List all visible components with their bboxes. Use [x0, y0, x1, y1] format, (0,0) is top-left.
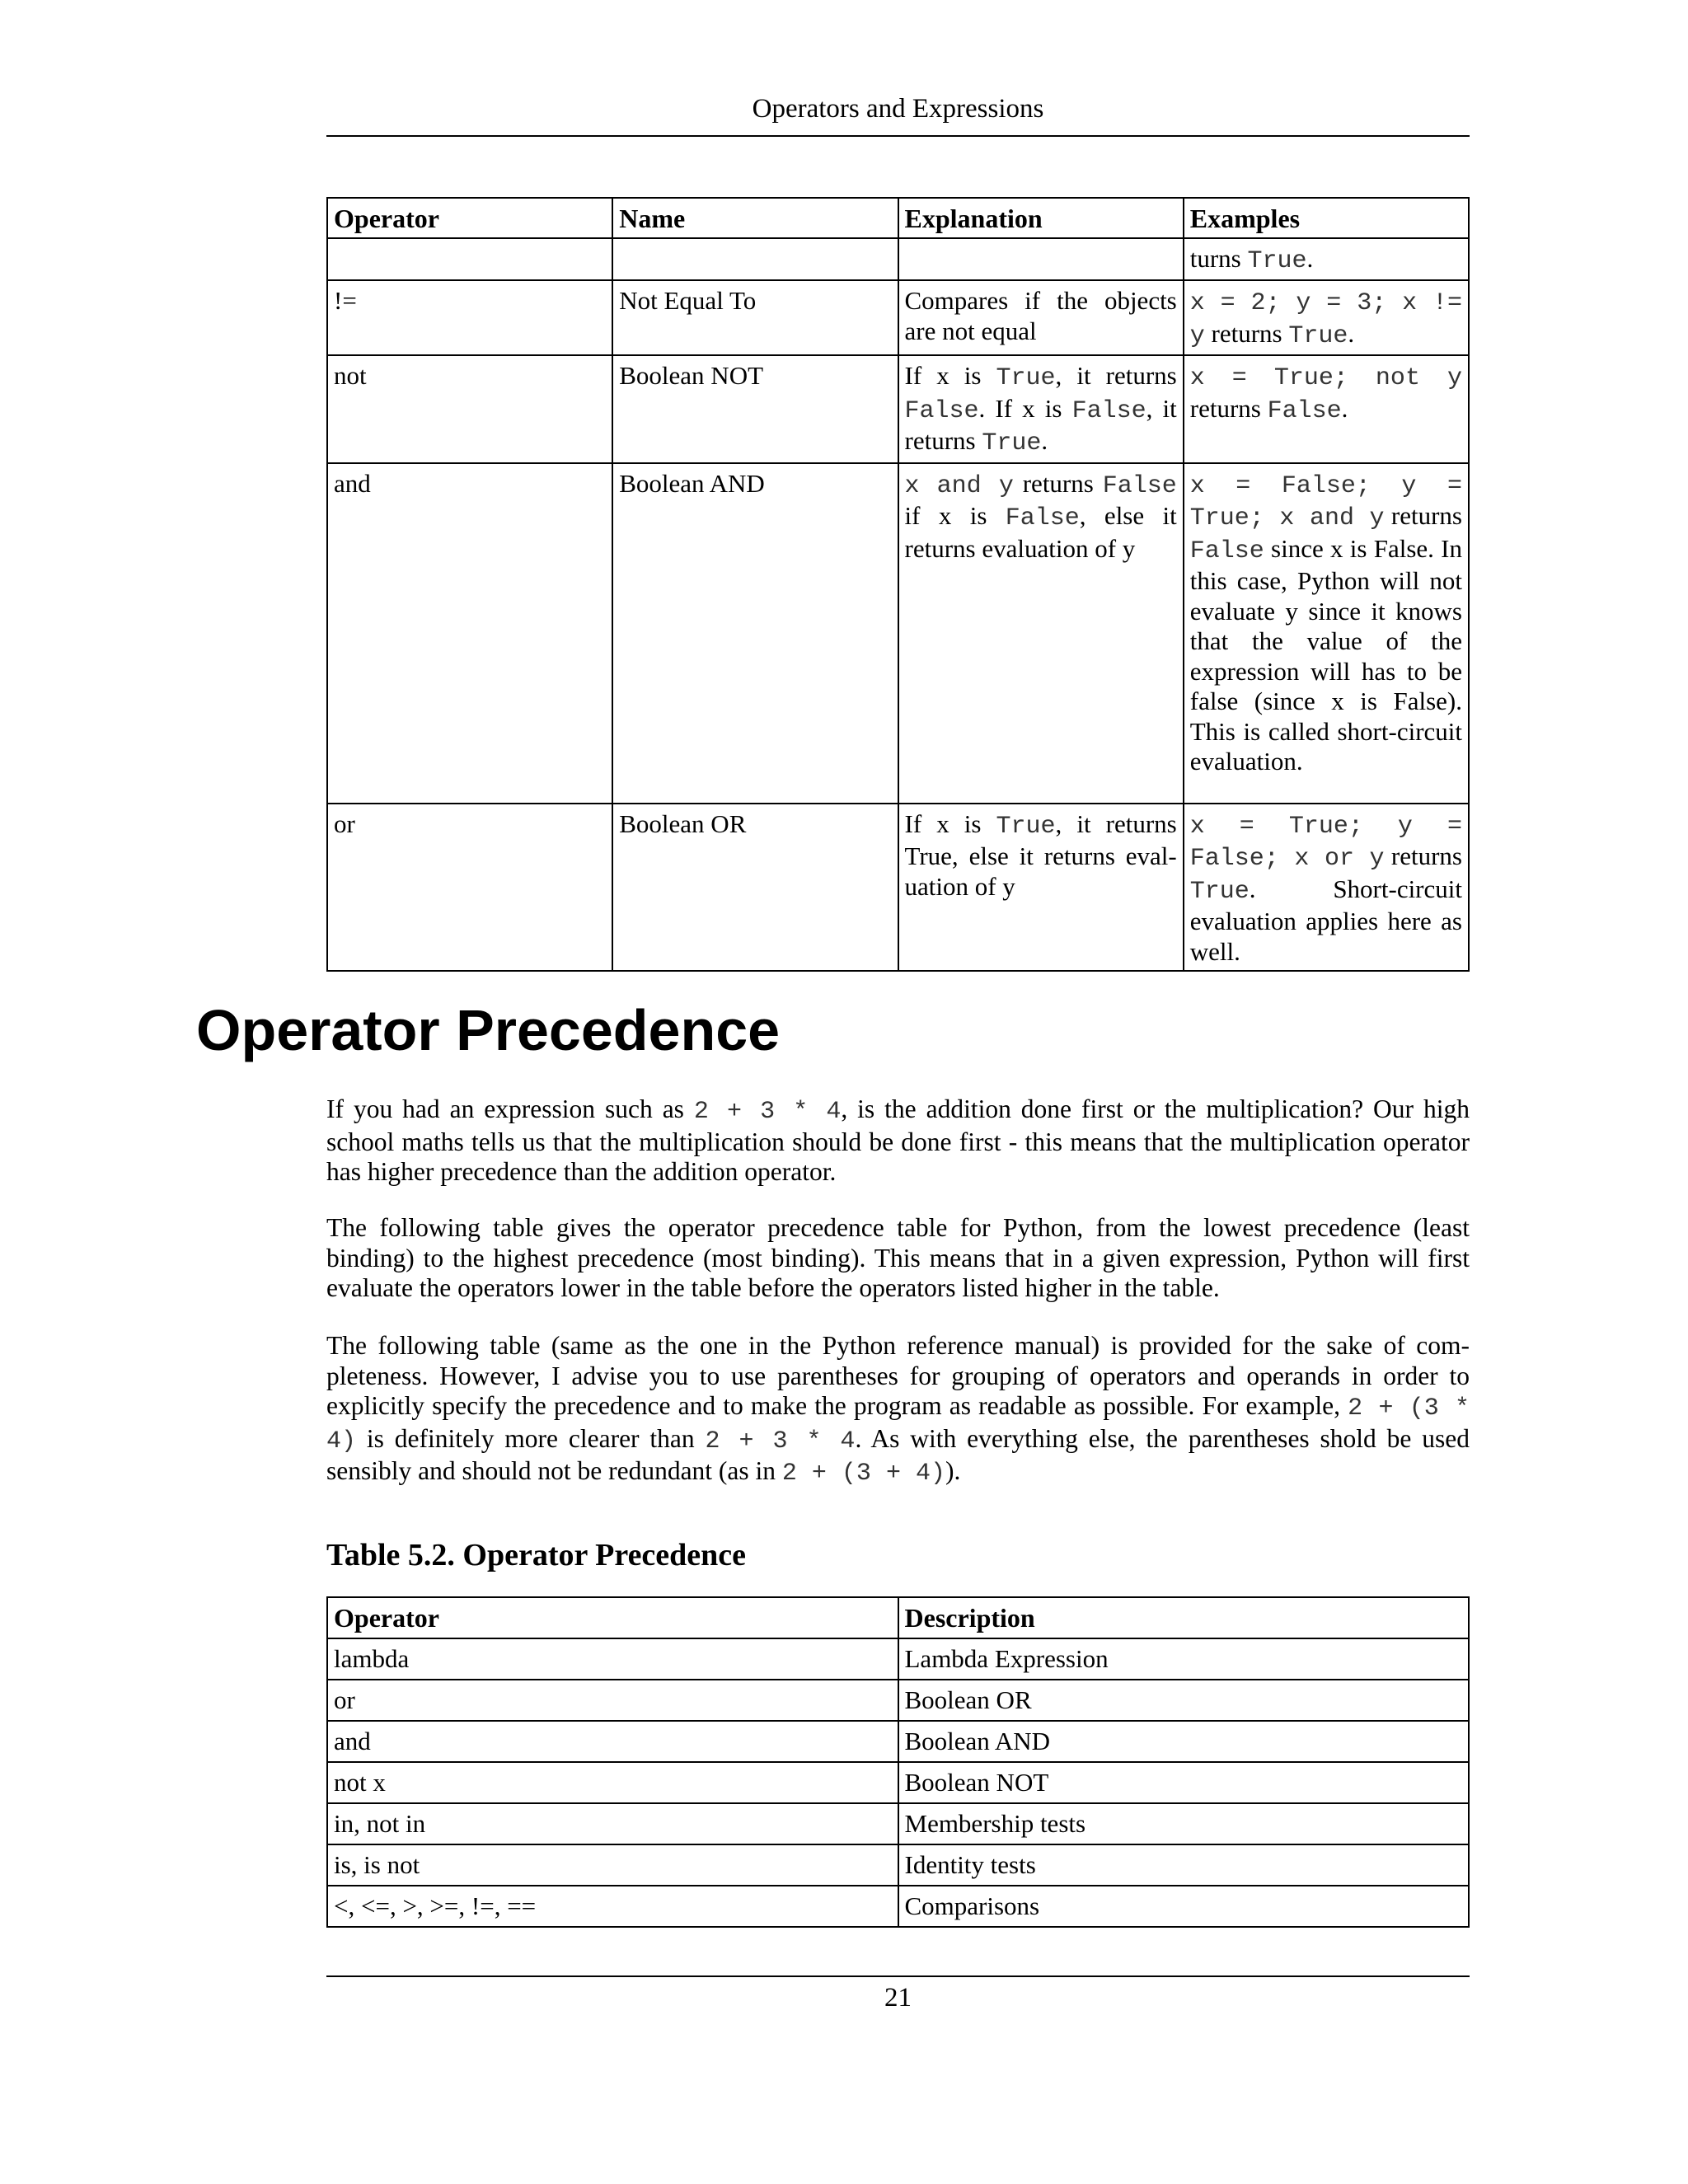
table-cell-name: Boolean OR	[612, 804, 898, 972]
explanation-text: , else it returns evaluation of y	[904, 501, 1177, 563]
table-row	[327, 1844, 1469, 1886]
inline-code: 2 + (3 + 4)	[781, 1460, 945, 1488]
table-row	[327, 238, 1469, 281]
example-code: True	[1288, 321, 1348, 350]
table-cell-operator: <, <=, >, >=, !=, ==	[327, 1886, 898, 1927]
table-cell-description: Membership tests	[898, 1803, 1470, 1844]
paragraph-text: , is the addition done first or the multiplication? Our high school maths tells us that the multiplication should be done first - this means that the multiplication operator has higher precedence than the addition operator.	[326, 1094, 1470, 1186]
example-code: x = 2; y = 3; x != y	[1189, 289, 1462, 350]
paragraph-text: is definitely more clearer than	[356, 1423, 706, 1453]
table-row	[327, 1762, 1469, 1803]
table-cell-name	[612, 238, 898, 281]
page-number: 21	[884, 1983, 912, 2013]
explanation-text: If x is	[904, 808, 996, 838]
paragraph-text: . As with everything else, the parentheses shold be used sensibly and should not be redundant (as in	[326, 1423, 1470, 1485]
example-text: returns	[1189, 393, 1268, 423]
inline-code: 2 + 3 * 4	[705, 1427, 856, 1455]
table-row	[327, 804, 1469, 972]
example-text: .	[1306, 243, 1314, 273]
explanation-text: returns	[1013, 468, 1103, 498]
table-cell-explanation	[898, 463, 1184, 804]
example-code: False	[1267, 396, 1342, 425]
paragraph-text: The following table (same as the one in the Python reference manual) is provided for the sake of completeness. However, I advise you to use parentheses for grouping of operators and operands in order to explicitly specify the precedence and to make the program as readable as possible. For example,	[326, 1331, 1470, 1420]
table-caption: Table 5.2. Operator Precedence	[326, 1538, 747, 1572]
example-code: x = False; y = True; x and y	[1189, 471, 1462, 532]
paragraph-text: ).	[945, 1456, 961, 1485]
table-cell-operator: and	[327, 463, 612, 804]
operators-table	[326, 197, 1470, 972]
running-header: Operators and Expressions	[752, 94, 1044, 124]
paragraph-precedence-intro	[326, 1094, 1470, 1188]
table-cell-operator: or	[327, 1680, 898, 1721]
example-text: since x is False. In this case, Python will not evaluate y since it knows that the value of the expression will has to be false (since x is False). This is called short-circuit evaluation.	[1189, 533, 1462, 776]
example-code: x = True; y = False; x or y	[1189, 812, 1462, 873]
operators-table-header-row	[327, 198, 1469, 238]
table-cell-explanation	[898, 355, 1184, 463]
table-row	[327, 1721, 1469, 1762]
table-cell-example	[1184, 355, 1469, 463]
section-heading: Operator Precedence	[196, 998, 781, 1062]
table-cell-description: Comparisons	[898, 1886, 1470, 1927]
table-row	[327, 1886, 1469, 1927]
explanation-code: x and y	[904, 471, 1014, 500]
table-row	[327, 1803, 1469, 1844]
table-cell-operator: !=	[327, 280, 612, 355]
inline-code: 2 + 3 * 4	[693, 1098, 842, 1126]
paragraph-precedence-table-note: The following table gives the operator precedence table for Python, from the lowest precedence (least binding) to the highest precedence (most binding). This means that in a given expression, Python will first evaluate the operators lower in the table before the operators listed higher in the table.	[326, 1213, 1470, 1302]
explanation-code: False	[904, 396, 979, 425]
table-row	[327, 1680, 1469, 1721]
example-code: False	[1189, 537, 1264, 565]
table-cell-operator	[327, 238, 612, 281]
explanation-code: True	[996, 364, 1056, 392]
table-cell-operator: or	[327, 804, 612, 972]
example-text: turns	[1189, 243, 1248, 273]
explanation-text: . If x is	[978, 393, 1072, 423]
table-cell-description: Boolean OR	[898, 1680, 1470, 1721]
footer-rule	[326, 1975, 1470, 1977]
table-cell-example	[1184, 280, 1469, 355]
table-row	[327, 1638, 1469, 1680]
table-cell-name: Boolean NOT	[612, 355, 898, 463]
table-cell-example	[1184, 238, 1469, 281]
table-cell-operator: not x	[327, 1762, 898, 1803]
table-cell-name: Not Equal To	[612, 280, 898, 355]
column-header-name: Name	[612, 198, 898, 238]
table-cell-operator: not	[327, 355, 612, 463]
explanation-code: False	[1005, 504, 1080, 532]
example-text: returns	[1384, 841, 1462, 870]
example-text: returns	[1384, 501, 1462, 530]
header-rule	[326, 135, 1470, 137]
table-cell-description: Identity tests	[898, 1844, 1470, 1886]
explanation-text: , it returns	[904, 393, 1177, 455]
column-header-examples: Examples	[1184, 198, 1469, 238]
explanation-code: True	[996, 812, 1056, 841]
example-text: . Short-circuit evaluation applies here as well.	[1189, 874, 1462, 966]
table-cell-example	[1184, 463, 1469, 804]
example-text: .	[1348, 318, 1355, 348]
explanation-code: False	[1102, 471, 1177, 500]
table-row	[327, 280, 1469, 355]
table-cell-description: Lambda Expression	[898, 1638, 1470, 1680]
explanation-text: , it returns	[1055, 361, 1177, 390]
example-code: True	[1247, 246, 1307, 275]
table-row	[327, 355, 1469, 463]
example-text: returns	[1204, 318, 1289, 348]
precedence-table-header-row	[327, 1597, 1469, 1638]
table-cell-operator: is, is not	[327, 1844, 898, 1886]
table-cell-example	[1184, 804, 1469, 972]
column-header-description: Description	[898, 1597, 1470, 1638]
table-cell-description: Boolean AND	[898, 1721, 1470, 1762]
example-code: True	[1189, 877, 1250, 906]
example-code: x = True; not y	[1189, 364, 1462, 392]
example-text: .	[1341, 393, 1348, 423]
explanation-code: False	[1071, 396, 1146, 425]
table-cell-description: Boolean NOT	[898, 1762, 1470, 1803]
paragraph-text: If you had an expression such as	[326, 1094, 694, 1123]
explanation-text: .	[1041, 426, 1048, 455]
inline-code: 2 + (3 * 4)	[326, 1394, 1470, 1455]
explanation-code: True	[982, 429, 1042, 457]
paragraph-parentheses-advice	[326, 1331, 1470, 1489]
explanation-text: if x is	[904, 501, 1006, 530]
table-cell-explanation: Compares if the objects are not equal	[898, 280, 1184, 355]
column-header-explanation: Explanation	[898, 198, 1184, 238]
table-cell-name: Boolean AND	[612, 463, 898, 804]
table-cell-operator: in, not in	[327, 1803, 898, 1844]
table-cell-explanation	[898, 238, 1184, 281]
table-cell-operator: lambda	[327, 1638, 898, 1680]
explanation-text: If x is	[904, 361, 996, 390]
table-row	[327, 463, 1469, 804]
explanation-text: , it returns True, else it returns evaluation of y	[904, 808, 1177, 901]
column-header-operator: Operator	[327, 198, 612, 238]
table-cell-operator: and	[327, 1721, 898, 1762]
precedence-table	[326, 1596, 1470, 1928]
column-header-operator: Operator	[327, 1597, 898, 1638]
table-cell-explanation	[898, 804, 1184, 972]
